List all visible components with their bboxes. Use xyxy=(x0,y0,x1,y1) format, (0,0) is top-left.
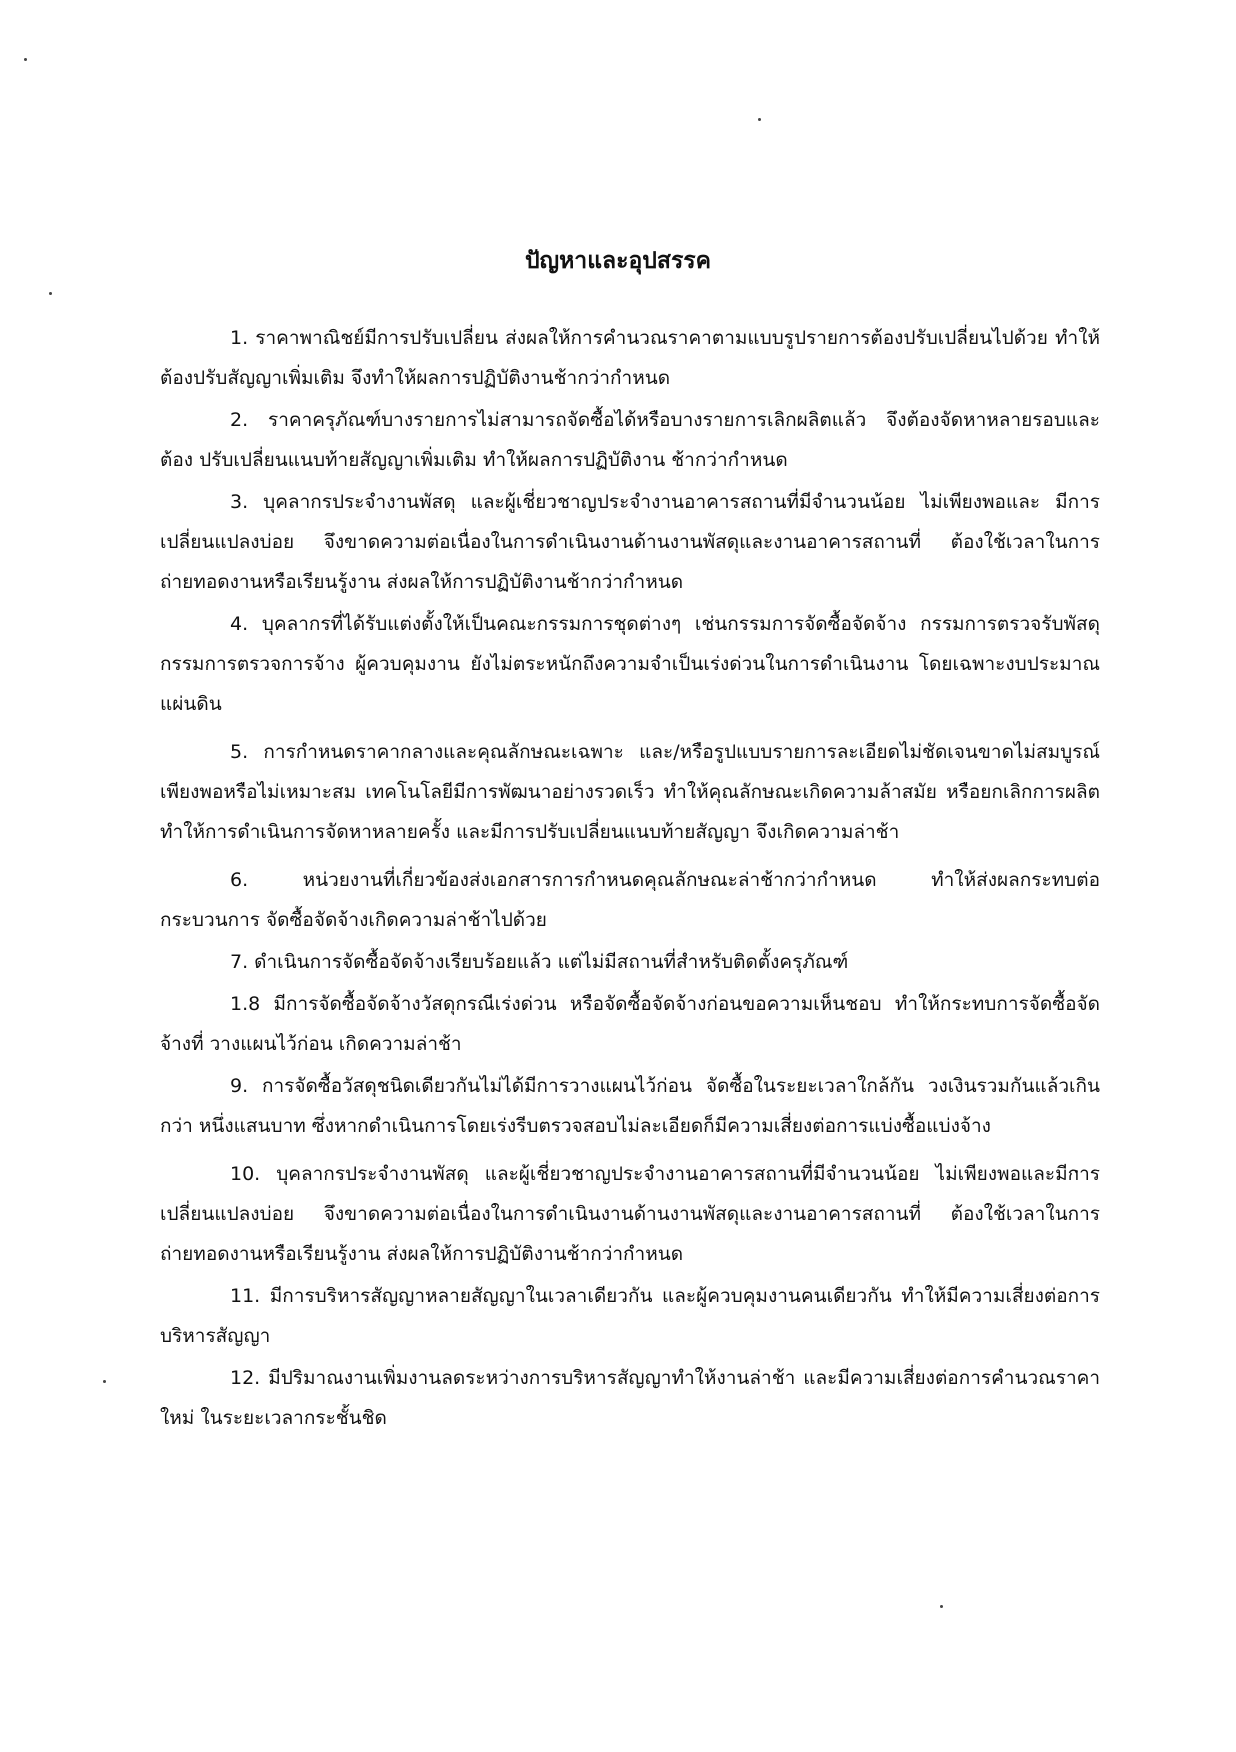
paragraph-4: 4. บุคลากรที่ได้รับแต่งตั้งให้เป็นคณะกรรมการชุดต่างๆ เช่นกรรมการจัดซื้อจัดจ้าง กรรมการตรวจรับพัสดุ กรรมการตรวจการจ้าง ผู้ควบคุมงาน ยังไม่ตระหนักถึงความจำเป็นเร่งด่วนในการดำเนินงาน โดยเฉพาะงบประมาณ แผ่นดิน xyxy=(160,613,1100,715)
document-title: ปัญหาและอุปสรรค xyxy=(524,248,712,274)
scan-speck xyxy=(758,118,761,121)
scan-speck xyxy=(940,1605,943,1608)
paragraph-6: 6. หน่วยงานที่เกี่ยวข้องส่งเอกสารการกำหนดคุณลักษณะล่าช้ากว่ากำหนด ทำให้ส่งผลกระทบต่อกระบวนการ จัดซื้อจัดจ้างเกิดความล่าช้าไปด้วย xyxy=(160,869,1100,931)
paragraph-9: 9. การจัดซื้อวัสดุชนิดเดียวกันไม่ได้มีการวางแผนไว้ก่อน จัดซื้อในระยะเวลาใกล้กัน วงเงินรวมกันแล้วเกินกว่า หนึ่งแสนบาท ซึ่งหากดำเนินการโดยเร่งรีบตรวจสอบไม่ละเอียดก็มีความเสี่ยงต่อการแบ่งซื้อแบ่งจ้าง xyxy=(160,1075,1100,1137)
paragraph-5: 5. การกำหนดราคากลางและคุณลักษณะเฉพาะ และ/หรือรูปแบบรายการละเอียดไม่ชัดเจนขาดไม่สมบูรณ์ เพียงพอหรือไม่เหมาะสม เทคโนโลยีมีการพัฒนาอย่างรวดเร็ว ทำให้คุณลักษณะเกิดความล้าสมัย หรือยกเลิกการผลิต ทำให้การดำเนินการจัดหาหลายครั้ง และมีการปรับเปลี่ยนแนบท้ายสัญญา จึงเกิดความล่าช้า xyxy=(160,741,1100,843)
paragraph-7: 7. ดำเนินการจัดซื้อจัดจ้างเรียบร้อยแล้ว แต่ไม่มีสถานที่สำหรับติดตั้งครุภัณฑ์ xyxy=(230,951,849,973)
paragraph-3: 3. บุคลากรประจำงานพัสดุ และผู้เชี่ยวชาญประจำงานอาคารสถานที่มีจำนวนน้อย ไม่เพียงพอและ มีการเปลี่ยนแปลงบ่อย จึงขาดความต่อเนื่องในการดำเนินงานด้านงานพัสดุและงานอาคารสถานที่ ต้องใช้เวลาในการ ถ่ายทอดงานหรือเรียนรู้งาน ส่งผลให้การปฏิบัติงานช้ากว่ากำหนด xyxy=(160,491,1100,593)
document-body xyxy=(160,318,1100,1440)
scan-speck xyxy=(24,58,27,61)
scan-speck xyxy=(103,1380,106,1383)
scan-speck xyxy=(49,292,52,295)
paragraph-8: 1.8 มีการจัดซื้อจัดจ้างวัสดุกรณีเร่งด่วน หรือจัดซื้อจัดจ้างก่อนขอความเห็นชอบ ทำให้กระทบการจัดซื้อจัดจ้างที่ วางแผนไว้ก่อน เกิดความล่าช้า xyxy=(160,993,1100,1055)
paragraph-11: 11. มีการบริหารสัญญาหลายสัญญาในเวลาเดียวกัน และผู้ควบคุมงานคนเดียวกัน ทำให้มีความเสี่ยงต่อการ บริหารสัญญา xyxy=(160,1285,1100,1347)
paragraph-10: 10. บุคลากรประจำงานพัสดุ และผู้เชี่ยวชาญประจำงานอาคารสถานที่มีจำนวนน้อย ไม่เพียงพอและมีการ เปลี่ยนแปลงบ่อย จึงขาดความต่อเนื่องในการดำเนินงานด้านงานพัสดุและงานอาคารสถานที่ ต้องใช้เวลาในการ ถ่ายทอดงานหรือเรียนรู้งาน ส่งผลให้การปฏิบัติงานช้ากว่ากำหนด xyxy=(160,1163,1100,1265)
paragraph-2: 2. ราคาครุภัณฑ์บางรายการไม่สามารถจัดซื้อได้หรือบางรายการเลิกผลิตแล้ว จึงต้องจัดหาหลายรอบและต้อง ปรับเปลี่ยนแนบท้ายสัญญาเพิ่มเติม ทำให้ผลการปฏิบัติงาน ช้ากว่ากำหนด xyxy=(160,409,1100,471)
paragraph-1: 1. ราคาพาณิชย์มีการปรับเปลี่ยน ส่งผลให้การคำนวณราคาตามแบบรูปรายการต้องปรับเปลี่ยนไปด้วย ทำให้ ต้องปรับสัญญาเพิ่มเติม จึงทำให้ผลการปฏิบัติงานช้ากว่ากำหนด xyxy=(160,327,1100,389)
paragraph-12: 12. มีปริมาณงานเพิ่มงานลดระหว่างการบริหารสัญญาทำให้งานล่าช้า และมีความเสี่ยงต่อการคำนวณราคา ใหม่ ในระยะเวลากระชั้นชิด xyxy=(160,1367,1100,1429)
